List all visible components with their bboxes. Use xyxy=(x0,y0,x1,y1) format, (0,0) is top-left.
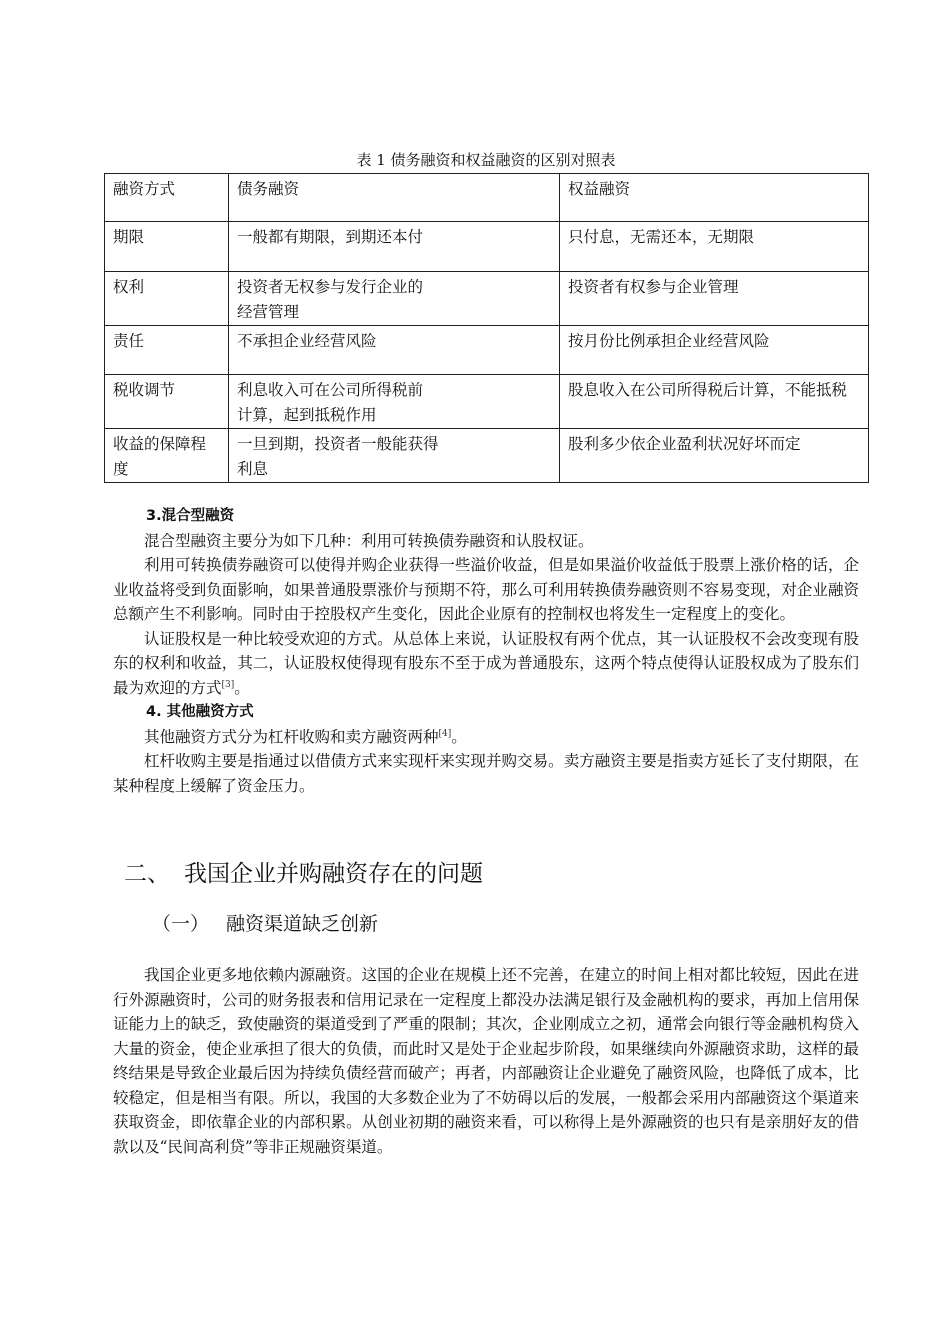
citation-ref[interactable]: [3] xyxy=(221,679,235,690)
table-cell-equity: 只付息，无需还本，无期限 xyxy=(560,222,869,272)
chapter-heading xyxy=(124,856,483,892)
table-cell-line: 计算，起到抵税作用 xyxy=(237,406,377,424)
table-cell-line: 投资者无权参与发行企业的 xyxy=(237,278,424,296)
paragraph: 杠杆收购主要是指通过以借债方式来实现杆来实现并购交易。卖方融资主要是指卖方延长了支付期限，在某种程度上缓解了资金压力。 xyxy=(113,752,859,795)
table-header-row xyxy=(105,174,869,222)
paragraph: 利用可转换债券融资可以使得并购企业获得一些溢价收益，但是如果溢价收益低于股票上涨价格的话，企业收益将受到负面影响，如果普通股票涨价与预期不符，那么可利用转换债券融资则不容易变现，对企业融资总额产生不利影响。同时由于控股权产生变化，因此企业原有的控制权也将发生一定程度上的变化。 xyxy=(113,556,859,623)
paragraph-text: 。 xyxy=(234,678,250,697)
table-row-label: 责任 xyxy=(105,326,229,375)
table-row xyxy=(105,222,869,272)
paragraph-text: 。 xyxy=(451,727,467,746)
table-row-label: 期限 xyxy=(105,222,229,272)
citation-ref[interactable]: [4] xyxy=(438,728,452,739)
section-4-heading: 4. 其他融资方式 xyxy=(146,704,254,720)
table-cell-debt xyxy=(229,429,560,483)
paragraph-text: 其他融资方式分为杠杆收购和卖方融资两种 xyxy=(144,727,439,746)
table-row xyxy=(105,272,869,326)
table-header-cell: 权益融资 xyxy=(560,174,869,222)
table-cell-line: 利息收入可在公司所得税前 xyxy=(237,381,424,399)
section-heading xyxy=(152,908,378,940)
table-row xyxy=(105,375,869,429)
table-cell-debt xyxy=(229,375,560,429)
table-cell-equity: 股息收入在公司所得税后计算，不能抵税 xyxy=(560,375,869,429)
table-cell-debt: 不承担企业经营风险 xyxy=(229,326,560,375)
section-title: 融资渠道缺乏创新 xyxy=(226,913,379,935)
table-header-cell: 债务融资 xyxy=(229,174,560,222)
paragraph xyxy=(113,627,859,701)
table-cell-line: 一旦到期，投资者一般能获得 xyxy=(237,435,439,453)
table-header-cell: 融资方式 xyxy=(105,174,229,222)
paragraph-text: 认证股权是一种比较受欢迎的方式。从总体上来说，认证股权有两个优点，其一认证股权不会改变现有股东的权利和收益，其二，认证股权使得现有股东不至于成为普通股东，这两个特点使得认证股权成为了股东们最为欢迎的方式 xyxy=(113,629,859,697)
paragraph xyxy=(113,725,859,750)
table-row-label: 权利 xyxy=(105,272,229,326)
paragraph: 我国企业更多地依赖内源融资。这国的企业在规模上还不完善，在建立的时间上相对都比较短，因此在进行外源融资时，公司的财务报表和信用记录在一定程度上都没办法满足银行及金融机构的要求，再加上信用保证能力上的缺乏，致使融资的渠道受到了严重的限制；其次，企业刚成立之初，通常会向银行等金融机构贷入大量的资金，使企业承担了很大的负债，而此时又是处于企业起步阶段，如果继续向外源融资求助，这样的最终结果是导致企业最后因为持续负债经营而破产；再者，内部融资让企业避免了融资风险，也降低了成本，比较稳定，但是相当有限。所以，我国的大多数企业为了不妨碍以后的发展，一般都会采用内部融资这个渠道来获取资金，即依靠企业的内部积累。从创业初期的融资来看，可以称得上是外源融资的也只有是亲朋好友的借款以及“民间高利贷”等非正规融资渠道。 xyxy=(113,966,859,1156)
paragraph: 混合型融资主要分为如下几种：利用可转换债券融资和认股权证。 xyxy=(144,531,594,550)
table-cell-line: 经营管理 xyxy=(237,303,300,321)
table-row xyxy=(105,429,869,483)
section-number: （一） xyxy=(152,913,210,935)
chapter-title: 我国企业并购融资存在的问题 xyxy=(184,861,483,887)
table-row xyxy=(105,326,869,375)
table-caption: 表 1 债务融资和权益融资的区别对照表 xyxy=(356,151,616,169)
chapter-number: 二、 xyxy=(124,861,170,887)
table-cell-equity: 股利多少依企业盈利状况好坏而定 xyxy=(560,429,869,483)
table-row-label: 税收调节 xyxy=(105,375,229,429)
section-3-heading: 3.混合型融资 xyxy=(146,508,235,524)
table-cell-equity: 投资者有权参与企业管理 xyxy=(560,272,869,326)
table-cell-line: 利息 xyxy=(237,460,269,478)
section-a-body xyxy=(113,963,859,1159)
table-cell-debt xyxy=(229,272,560,326)
sections-3-4 xyxy=(113,504,859,798)
table-row-label: 收益的保障程度 xyxy=(105,429,229,483)
table-cell-equity: 按月份比例承担企业经营风险 xyxy=(560,326,869,375)
table-cell-debt: 一般都有期限，到期还本付 xyxy=(229,222,560,272)
comparison-table xyxy=(104,173,869,483)
